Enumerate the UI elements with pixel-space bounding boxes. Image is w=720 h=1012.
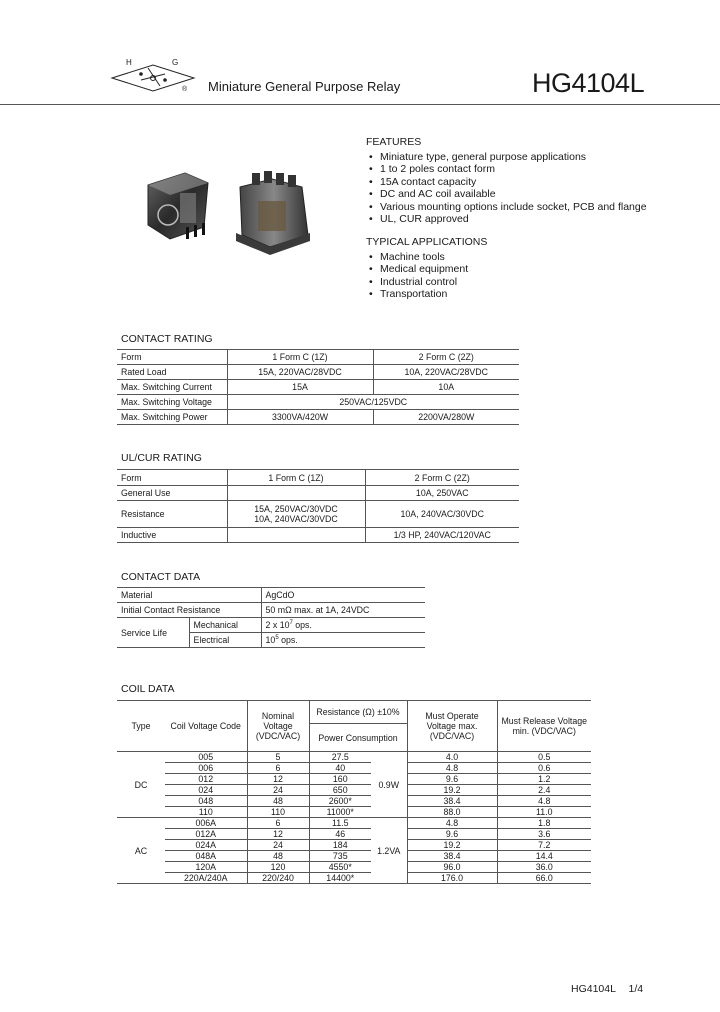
table-row (117, 774, 591, 785)
cell-must-release: 1.8 (497, 818, 591, 829)
row-label: General Use (117, 486, 227, 501)
row-label: Service Life (117, 618, 189, 648)
value-base: 10 (265, 635, 276, 645)
table-row (117, 818, 591, 829)
logo-letter-g: G (172, 58, 179, 67)
applications-list (366, 251, 468, 301)
cell-nominal: 220/240 (247, 873, 309, 884)
cell: AgCdO (261, 588, 425, 603)
cell-must-release: 11.0 (497, 807, 591, 818)
contact-data-heading: CONTACT DATA (121, 571, 201, 583)
cell-resistance: 46 (309, 829, 371, 840)
cell-must-operate: 9.6 (407, 829, 497, 840)
cell (227, 528, 365, 543)
table-row (117, 470, 519, 486)
row-label: Form (117, 350, 227, 365)
cell-must-release: 0.6 (497, 763, 591, 774)
row-sublabel: Electrical (189, 633, 261, 648)
footer-part-number: HG4104L (571, 983, 616, 995)
part-number: HG4104L (532, 68, 645, 98)
table-row (117, 501, 519, 528)
cell-resistance: 40 (309, 763, 371, 774)
cell-resistance: 14400* (309, 873, 371, 884)
cell-must-operate: 38.4 (407, 796, 497, 807)
cell-nominal: 6 (247, 763, 309, 774)
cell-resistance: 27.5 (309, 752, 371, 763)
table-row (117, 851, 591, 862)
table-row (117, 807, 591, 818)
cell: 1/3 HP, 240VAC/120VAC (365, 528, 519, 543)
cell-must-operate: 38.4 (407, 851, 497, 862)
application-item: • Industrial control (366, 276, 468, 288)
cell-code: 005 (165, 752, 247, 763)
row-label: Max. Switching Power (117, 410, 227, 425)
cell: 250VAC/125VDC (227, 395, 519, 410)
table-row (117, 486, 519, 501)
ul-rating-heading: UL/CUR RATING (121, 452, 202, 464)
cell: 1 Form C (1Z) (227, 470, 365, 486)
cell: 10A (373, 380, 519, 395)
header-must-operate: Must Operate Voltage max. (VDC/VAC) (407, 701, 497, 752)
row-label: Max. Switching Voltage (117, 395, 227, 410)
table-row (117, 873, 591, 884)
header-code: Coil Voltage Code (165, 701, 247, 752)
table-row (117, 365, 519, 380)
cell-must-operate: 176.0 (407, 873, 497, 884)
cell: 2 Form C (2Z) (373, 350, 519, 365)
cell-code: 006A (165, 818, 247, 829)
cell-resistance: 11.5 (309, 818, 371, 829)
cell-must-release: 2.4 (497, 785, 591, 796)
cell: 15A (227, 380, 373, 395)
cell-nominal: 48 (247, 851, 309, 862)
header-rule (0, 104, 720, 105)
cell-must-operate: 88.0 (407, 807, 497, 818)
cell-nominal: 110 (247, 807, 309, 818)
cell: 10A, 250VAC (365, 486, 519, 501)
table-row (117, 350, 519, 365)
table-row (117, 840, 591, 851)
cell-code: 024A (165, 840, 247, 851)
cell-must-release: 14.4 (497, 851, 591, 862)
application-item: • Machine tools (366, 251, 468, 263)
cell-nominal: 24 (247, 785, 309, 796)
cell-must-release: 3.6 (497, 829, 591, 840)
cell-must-release: 4.8 (497, 796, 591, 807)
table-row (117, 829, 591, 840)
table-row (117, 752, 591, 763)
table-row (117, 763, 591, 774)
cell-must-operate: 9.6 (407, 774, 497, 785)
row-label: Initial Contact Resistance (117, 603, 261, 618)
cell-power-dc: 0.9W (371, 752, 407, 818)
feature-item: • 1 to 2 poles contact form (366, 163, 647, 175)
cell-resistance: 184 (309, 840, 371, 851)
value-unit: ops. (292, 620, 312, 630)
type-dc: DC (117, 752, 165, 818)
page-footer (571, 983, 643, 995)
cell: 3300VA/420W (227, 410, 373, 425)
value-unit: ops. (278, 635, 298, 645)
cell (261, 618, 425, 633)
cell (227, 486, 365, 501)
cell: 50 mΩ max. at 1A, 24VDC (261, 603, 425, 618)
row-label: Material (117, 588, 261, 603)
table-row (117, 603, 425, 618)
coil-data-table (117, 700, 591, 884)
cell: 2200VA/280W (373, 410, 519, 425)
table-row (117, 862, 591, 873)
cell-must-operate: 4.8 (407, 763, 497, 774)
table-row (117, 588, 425, 603)
company-logo (108, 58, 198, 96)
cell: 10A, 240VAC/30VDC (365, 501, 519, 528)
cell-code: 048A (165, 851, 247, 862)
page-number: 1/4 (628, 983, 644, 995)
table-row (117, 796, 591, 807)
value-exponent: 7 (289, 620, 293, 627)
value-base: 2 x 10 (265, 620, 290, 630)
header-must-release: Must Release Voltage min. (VDC/VAC) (497, 701, 591, 752)
cell-resistance: 2600* (309, 796, 371, 807)
registered-mark: ® (182, 86, 188, 93)
cell-must-operate: 4.0 (407, 752, 497, 763)
row-label: Inductive (117, 528, 227, 543)
contact-rating-heading: CONTACT RATING (121, 333, 213, 345)
cell-code: 012A (165, 829, 247, 840)
cell-must-operate: 19.2 (407, 785, 497, 796)
feature-item: • DC and AC coil available (366, 188, 647, 200)
feature-item: • Various mounting options include socket, PCB and flange (366, 201, 647, 213)
features-list (366, 151, 647, 225)
header-nominal: Nominal Voltage (VDC/VAC) (247, 701, 309, 752)
cell-must-operate: 4.8 (407, 818, 497, 829)
table-row (117, 410, 519, 425)
feature-item: • UL, CUR approved (366, 213, 647, 225)
cell-nominal: 12 (247, 829, 309, 840)
cell: 2 Form C (2Z) (365, 470, 519, 486)
cell: 15A, 220VAC/28VDC (227, 365, 373, 380)
cell-power-ac: 1.2VA (371, 818, 407, 884)
cell-code: 012 (165, 774, 247, 785)
cell-must-operate: 96.0 (407, 862, 497, 873)
row-label: Form (117, 470, 227, 486)
cell-must-release: 36.0 (497, 862, 591, 873)
header-type: Type (117, 701, 165, 752)
row-label: Resistance (117, 501, 227, 528)
feature-item: • 15A contact capacity (366, 176, 647, 188)
coil-data-heading: COIL DATA (121, 683, 175, 695)
cell-code: 024 (165, 785, 247, 796)
feature-item: • Miniature type, general purpose applications (366, 151, 647, 163)
ul-rating-table (117, 469, 519, 543)
cell-resistance: 160 (309, 774, 371, 785)
cell-code: 220A/240A (165, 873, 247, 884)
application-item: • Medical equipment (366, 263, 468, 275)
cell-resistance: 650 (309, 785, 371, 796)
relay-product-photo (140, 165, 330, 255)
table-header-row (117, 701, 591, 724)
table-row (117, 395, 519, 410)
header-power: Power Consumption (309, 724, 407, 752)
cell-line: 15A, 250VAC/30VDC (254, 504, 338, 514)
cell (227, 501, 365, 528)
applications-heading: TYPICAL APPLICATIONS (366, 236, 488, 248)
contact-rating-table (117, 349, 519, 425)
cell-code: 120A (165, 862, 247, 873)
cell-code: 110 (165, 807, 247, 818)
type-ac: AC (117, 818, 165, 884)
row-label: Max. Switching Current (117, 380, 227, 395)
header-resistance: Resistance (Ω) ±10% (309, 701, 407, 724)
application-item: • Transportation (366, 288, 468, 300)
document-title: Miniature General Purpose Relay (208, 79, 401, 94)
table-row (117, 785, 591, 796)
table-row (117, 528, 519, 543)
cell-must-release: 0.5 (497, 752, 591, 763)
table-row (117, 618, 425, 633)
cell-must-release: 7.2 (497, 840, 591, 851)
cell-resistance: 735 (309, 851, 371, 862)
cell-nominal: 6 (247, 818, 309, 829)
cell-must-release: 1.2 (497, 774, 591, 785)
table-row (117, 380, 519, 395)
cell-line: 10A, 240VAC/30VDC (254, 514, 338, 524)
cell-resistance: 11000* (309, 807, 371, 818)
value-exponent: 5 (275, 635, 279, 642)
cell (261, 633, 425, 648)
cell-nominal: 12 (247, 774, 309, 785)
cell-resistance: 4550* (309, 862, 371, 873)
cell-nominal: 48 (247, 796, 309, 807)
logo-letter-h: H (126, 58, 132, 67)
cell-code: 006 (165, 763, 247, 774)
cell: 1 Form C (1Z) (227, 350, 373, 365)
cell-must-operate: 19.2 (407, 840, 497, 851)
cell-nominal: 120 (247, 862, 309, 873)
cell-code: 048 (165, 796, 247, 807)
row-label: Rated Load (117, 365, 227, 380)
cell: 10A, 220VAC/28VDC (373, 365, 519, 380)
contact-data-table (117, 587, 425, 648)
cell-nominal: 5 (247, 752, 309, 763)
cell-nominal: 24 (247, 840, 309, 851)
cell-must-release: 66.0 (497, 873, 591, 884)
row-sublabel: Mechanical (189, 618, 261, 633)
features-heading: FEATURES (366, 136, 422, 148)
